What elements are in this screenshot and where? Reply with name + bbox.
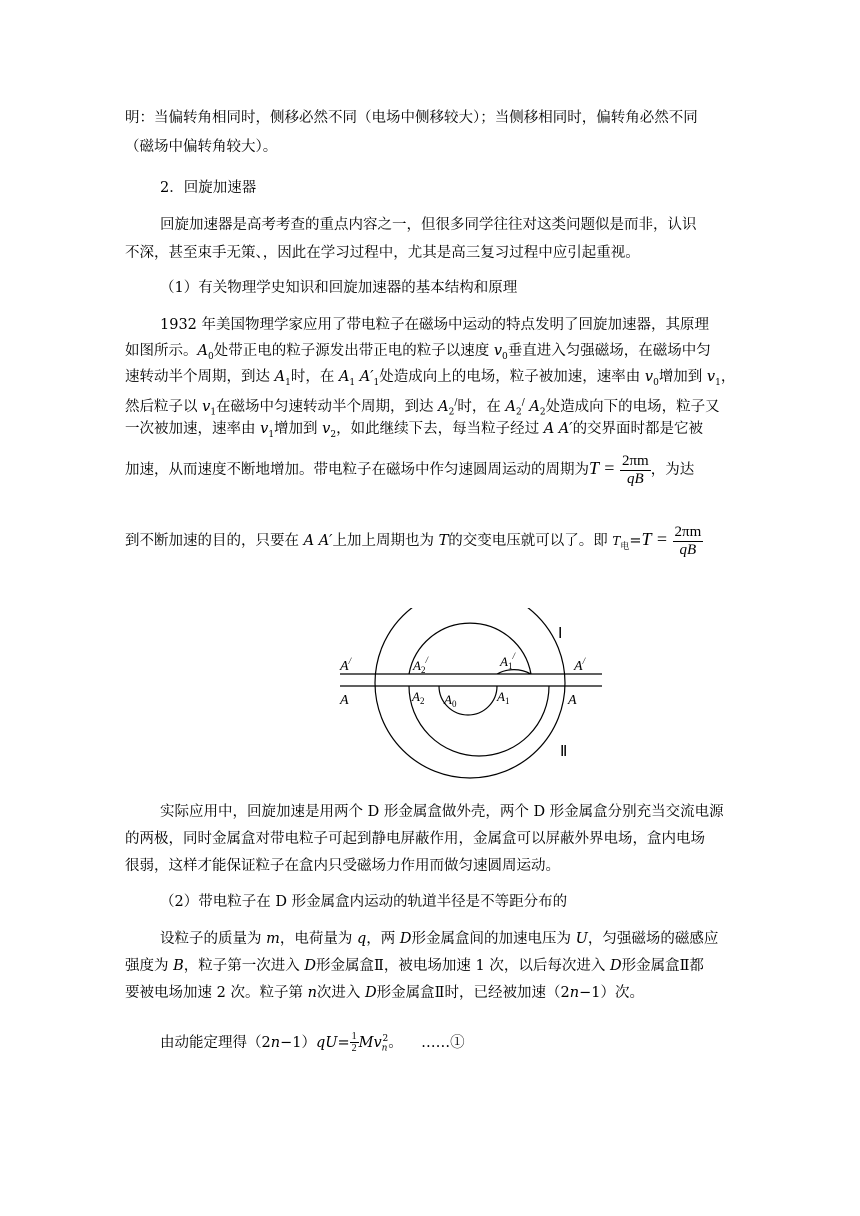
- para3-line2: 如图所示。$A_0$处带正电的粒子源发出带正电的粒子以速度 $v_0$垂直进入匀强磁场，在磁场中匀: [125, 343, 711, 362]
- middle-orbit-upper: [409, 623, 531, 674]
- subheading-2: （2）带电粒子在 D 形金属盒内运动的轨道半径是不等距分布的: [160, 894, 568, 910]
- label-A-right: A: [568, 693, 577, 708]
- section-heading: 2．回旋加速器: [160, 180, 257, 196]
- para1-line2: （磁场中偏转角较大）。: [125, 139, 278, 155]
- para3-line1: 1932 年美国物理学家应用了带电粒子在磁场中运动的特点发明了回旋加速器，其原理: [160, 317, 710, 333]
- para1-line1: 明：当偏转角相同时，侧移必然不同（电场中侧移较大）；当侧移相同时，偏转角必然不同: [125, 110, 698, 126]
- para3-line3: 速转动半个周期，到达 $A_1$时，在 $A_1$ $A'_1$处造成向上的电场，粒子被加速，速率由 $v_0$增加到 $v_1$，: [125, 369, 736, 388]
- para3-line6: 加速，从而速度不断地增加。带电粒子在磁场中作匀速圆周运动的周期为T = $\frac{2\pi m}{qB}$ ，为达: [125, 452, 695, 487]
- outer-orbit: [375, 608, 568, 778]
- label-A2prime: $A_2^/$: [413, 655, 428, 675]
- para5-line3: 要被电场加速 2 次。粒子第 n次进入 D形金属盒Ⅱ时，已经被加速（2n−1）次。: [125, 985, 644, 1001]
- period-fraction: $\frac{2\pi m}{qB}$: [621, 452, 649, 487]
- para4-line2: 的两极，同时金属盒对带电粒子可起到静电屏蔽作用，金属盒可以屏蔽外界电场，盒内电场: [125, 831, 705, 847]
- para4-line1: 实际应用中，回旋加速是用两个 D 形金属盒做外壳，两个 D 形金属盒分别充当交流电源: [160, 804, 724, 820]
- middle-orbit-lower: [409, 686, 549, 756]
- para2-line2: 不深，甚至束手无策、，因此在学习过程中，尤其是高三复习过程中应引起重视。: [125, 245, 640, 261]
- subheading-1: （1）有关物理学史知识和回旋加速器的基本结构和原理: [160, 280, 518, 296]
- label-A0: $A_0$: [444, 692, 457, 709]
- para5-line2: 强度为 B，粒子第一次进入 D形金属盒Ⅱ，被电场加速 1 次，以后每次进入 D形金属盒Ⅱ都: [125, 958, 704, 974]
- label-Aprime-right: A/: [574, 656, 586, 674]
- para3-line4: 然后粒子以 $v_1$在磁场中匀速转动半个周期，到达 $A_2^/$时，在 $A_2^/$ $A_2$处造成向下的电场，粒子又: [125, 398, 720, 418]
- label-A2: $A_2$: [412, 689, 425, 706]
- cyclotron-diagram: [330, 608, 610, 788]
- para4-line3: 很弱，这样才能保证粒子在盒内只受磁场力作用而做匀速圆周运动。: [125, 858, 560, 874]
- para3-line5: 一次被加速，速率由 $v_1$增加到 $v_2$，如此继续下去，每当粒子经过 A A′的交界面时都是它被: [125, 421, 704, 440]
- para6-equation: 由动能定理得（2n−1）qU= $\frac{1}{2}$ $Mv_n^2$。 ……①: [160, 1031, 465, 1055]
- region-II-label: Ⅱ: [560, 744, 568, 760]
- para5-line1: 设粒子的质量为 m，电荷量为 q，两 D形金属盒间的加速电压为 U，匀强磁场的磁感应: [160, 931, 719, 947]
- label-A-left: A: [340, 693, 349, 708]
- inner-orbit-upper: [497, 670, 531, 674]
- label-Aprime-left: A/: [340, 656, 352, 674]
- region-I-label: Ⅰ: [558, 626, 563, 642]
- period-fraction-2: $\frac{2\pi m}{qB}$: [674, 523, 702, 558]
- para2-line1: 回旋加速器是高考考查的重点内容之一，但很多同学往往对这类问题似是而非，认识: [160, 217, 697, 233]
- para3-line7: 到不断加速的目的，只要在 A A′上加上周期也为 T的交变电压就可以了。即 $T_电=T$ = $\frac{2\pi m}{qB}$: [125, 523, 702, 558]
- label-A1prime: $A_1^/$: [500, 651, 515, 671]
- label-A1: $A_1$: [497, 689, 510, 706]
- half-fraction: $\frac{1}{2}$: [351, 1031, 357, 1055]
